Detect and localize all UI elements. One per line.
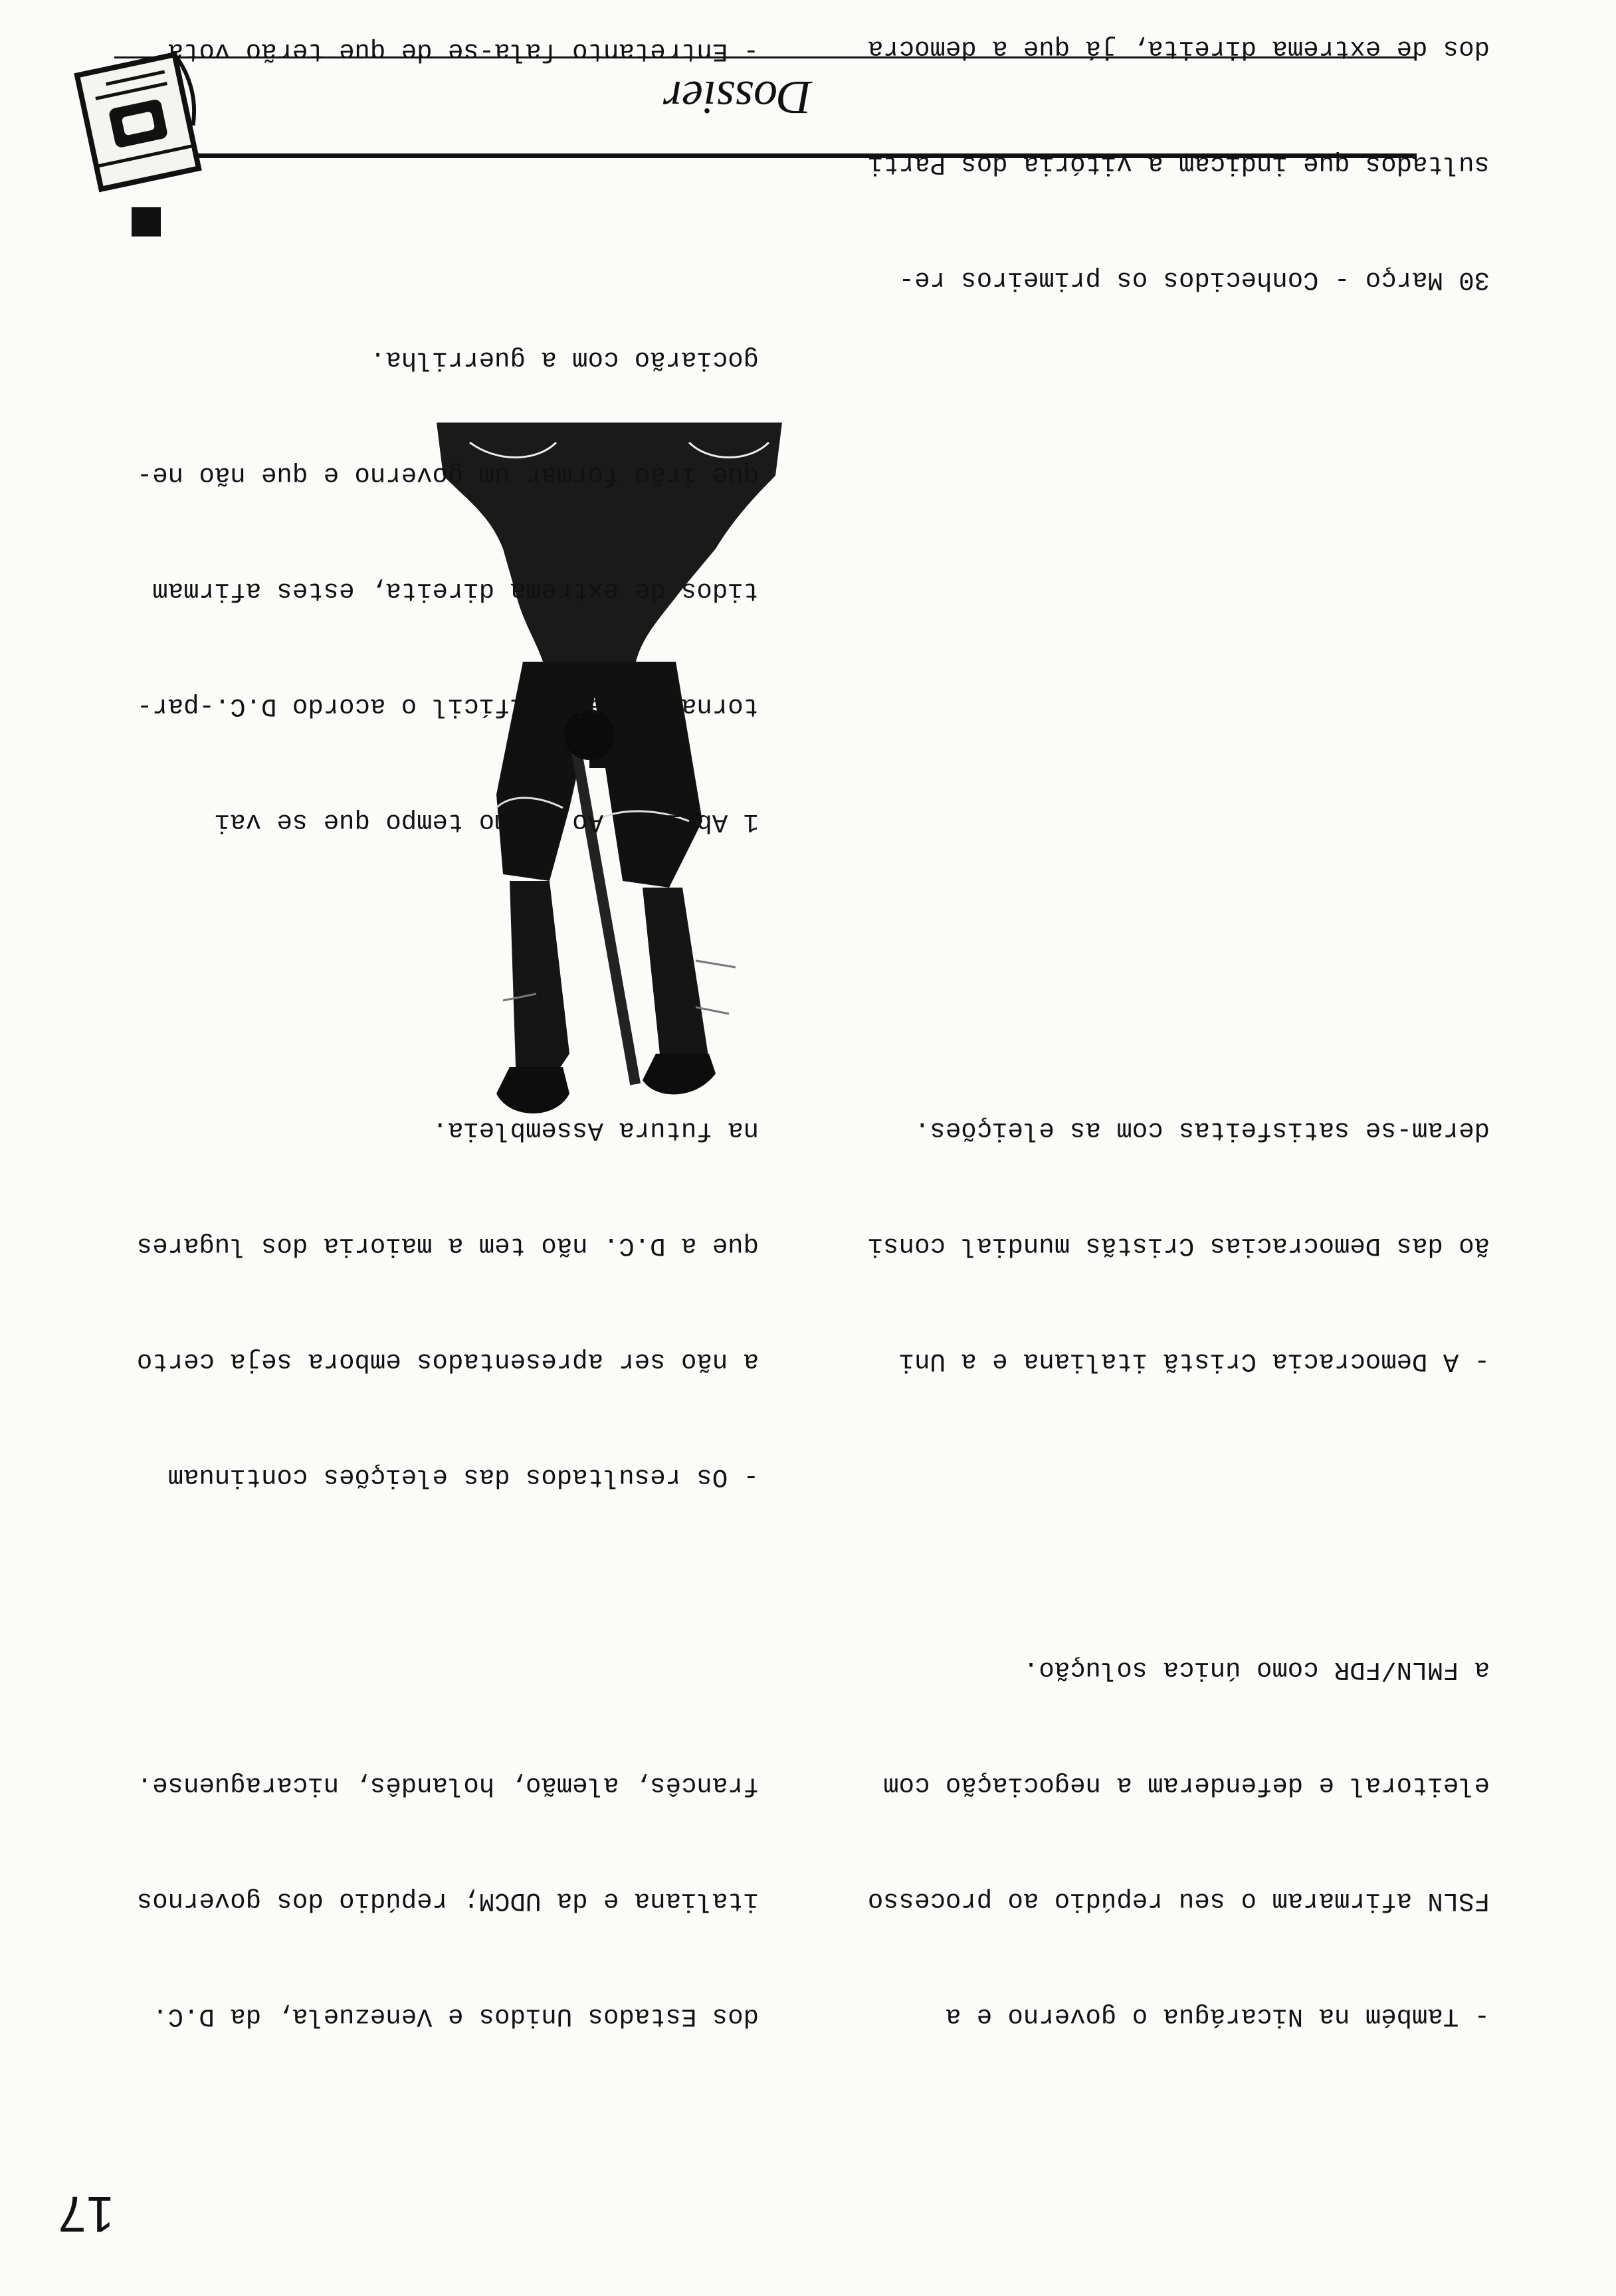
text-line: que a D.C. não tem a maioria dos lugares bbox=[136, 1231, 759, 1260]
text-line: deram-se satisfeitas com as eleições. bbox=[914, 1115, 1490, 1145]
black-square-end-mark-icon bbox=[132, 207, 161, 237]
text-line: - Também na Nicarágua o governo e a bbox=[945, 2002, 1490, 2031]
text-line: dos Estados Unidos e Venezuela, da D.C. bbox=[152, 2002, 759, 2031]
left-column bbox=[825, 0, 1490, 2190]
text-line: FSLN afirmaram o seu repúdio ao processo bbox=[867, 1886, 1490, 1915]
text-line: dos de extrema direita, já que a democra bbox=[867, 34, 1490, 63]
text-line: tidos de extrema direita, estes afirmam bbox=[152, 576, 759, 605]
text-line: ão das Democracias Cristãs mundial consi bbox=[867, 1231, 1490, 1260]
text-line: italiana e da UDCM; repúdio dos governos bbox=[136, 1886, 759, 1915]
paragraph bbox=[81, 0, 759, 147]
text-line: a não ser apresentados embora seja certo bbox=[136, 1347, 759, 1376]
text-line: a FMLN/FDR como única solução. bbox=[1023, 1655, 1490, 1684]
paragraph bbox=[81, 1034, 759, 1573]
paragraph bbox=[825, 1034, 1490, 1458]
text-line: eleitoral e defenderam a negociação com bbox=[883, 1770, 1490, 1800]
text-line: francês, alemão, holandês, nicaraguense. bbox=[136, 1770, 759, 1800]
text-line: - A Democracia Cristã italiana e a Uni bbox=[898, 1347, 1490, 1376]
text-line: tornando mais difícil o acordo D.C.-par- bbox=[136, 692, 759, 721]
photo-spacer bbox=[825, 453, 1490, 918]
dated-paragraph bbox=[81, 263, 759, 918]
text-line: gociarão com a guerrilha. bbox=[369, 345, 759, 374]
right-column bbox=[81, 0, 759, 2190]
section-label: Dossier bbox=[662, 71, 812, 124]
text-line: 1 Abril - Ao mesmo tempo que se vai bbox=[214, 807, 759, 836]
text-line: na futura Assembleia. bbox=[432, 1115, 759, 1145]
dated-paragraph bbox=[825, 0, 1490, 376]
text-line: 30 Março - Conhecidos os primeiros re- bbox=[898, 265, 1490, 294]
text-line: - Entretanto fala-se de que terão vota bbox=[167, 37, 759, 66]
text-line: sultados que indicam a vitória dos Parti bbox=[867, 149, 1490, 179]
paragraph bbox=[825, 1573, 1490, 2113]
text-line: que irão formar um governo e que não ne- bbox=[136, 460, 759, 490]
text-line: - Os resultados das eleições continuam bbox=[167, 1462, 759, 1491]
page-number: 17 bbox=[58, 2186, 114, 2242]
paragraph bbox=[81, 1689, 759, 2113]
